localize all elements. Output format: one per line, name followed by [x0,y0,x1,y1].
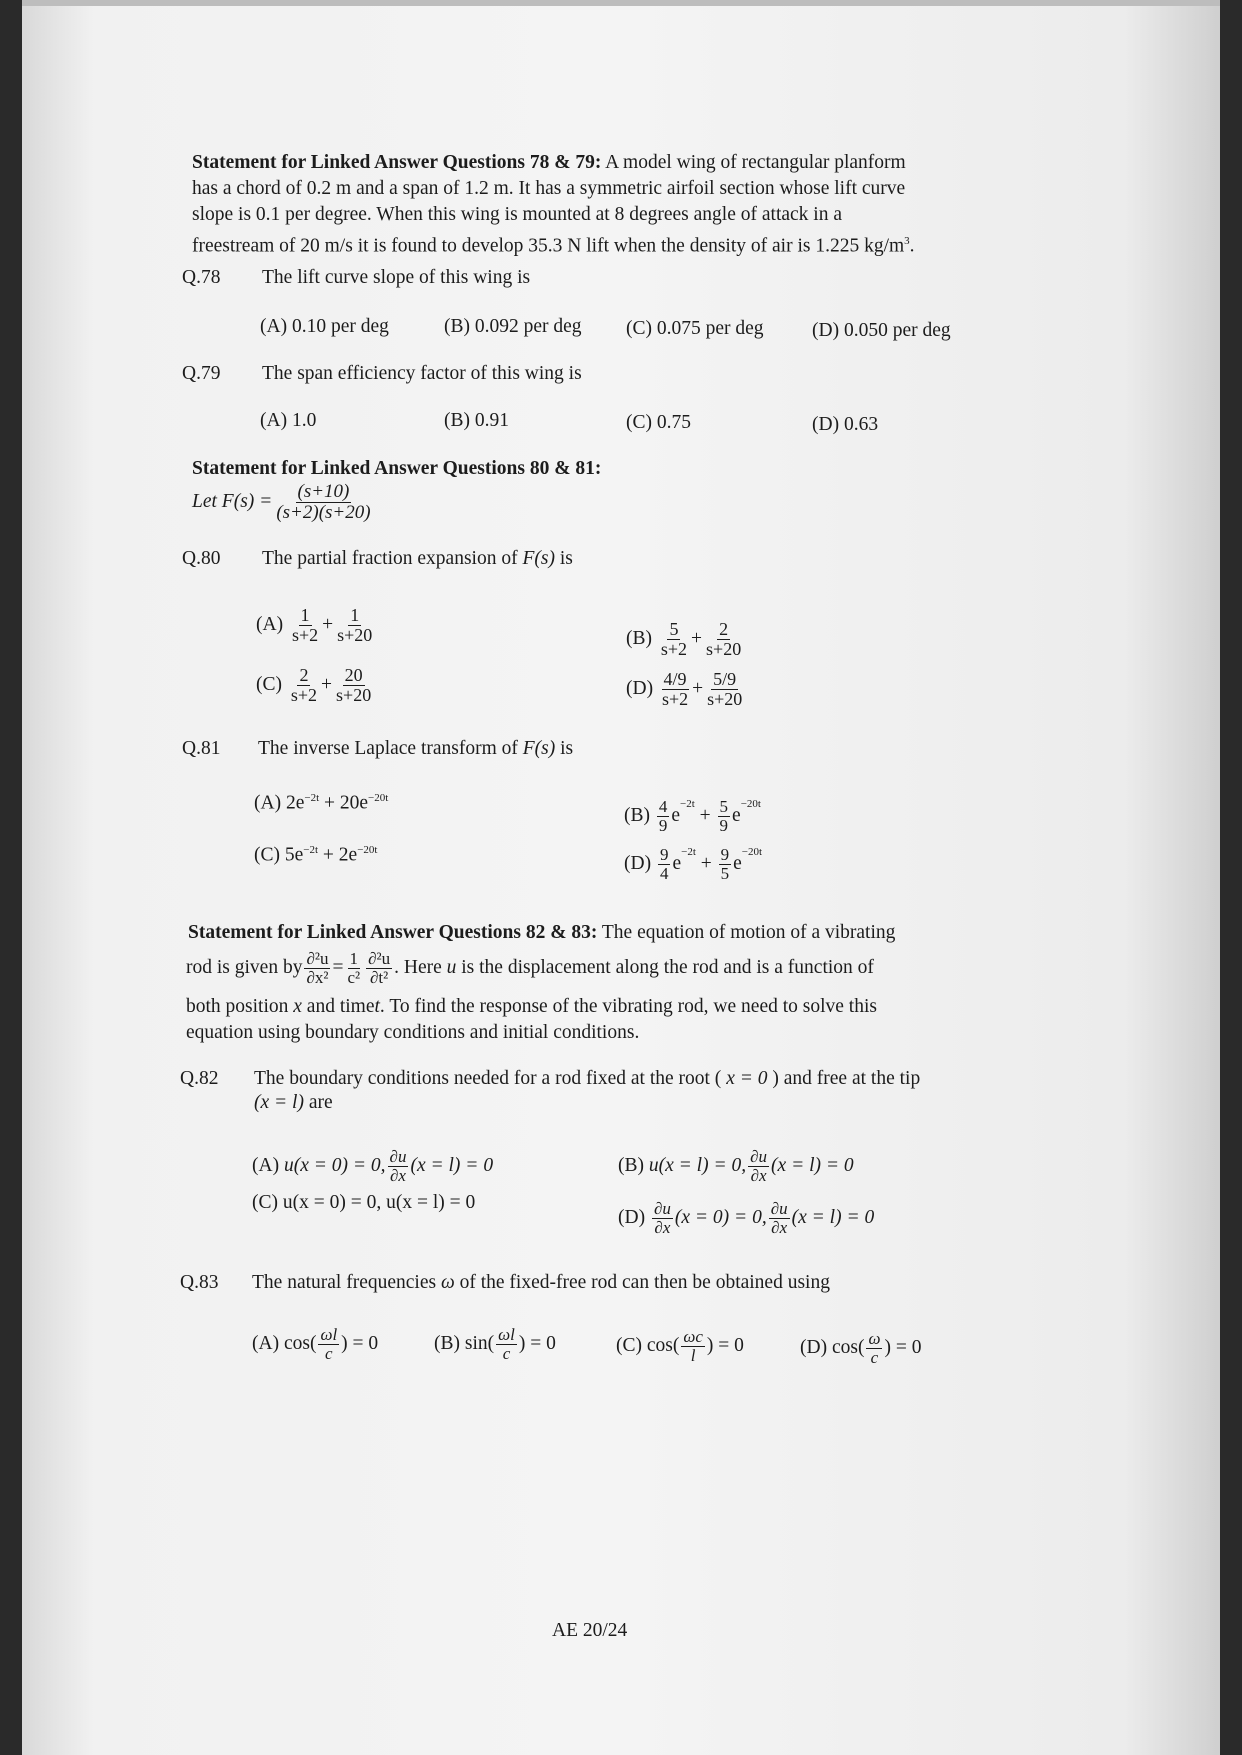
option-a: (A) u(x = 0) = 0, $\frac{\partial u}{\partial x}$ (x = l) = 0 [252,1147,494,1185]
statement-78-79: Statement for Linked Answer Questions 78 & 79: A model wing of rectangular planform has a chord of 0.2 m and a span of 1.2 m. It has a symmetric airfoil section whose lift curve slope is 0.1 per degree. When this wing is mounted at 8 degrees angle of attack in a freestream of 20 m/s it is found to develop 35.3 N lift when the density of air is 1.225 $kg/m^3$. [192,152,915,257]
option-d: (D) cos( $\frac{\omega}{c}$ ) = 0 [800,1329,922,1367]
question-number: Q.81 [182,738,221,759]
page-edge [22,0,1220,6]
option-a: (A) $2e^{-2t} + 20e^{-20t}$ [254,792,389,814]
option-c: (C) $\frac{2}{s+2}$ + $\frac{20}{s+20}$ [256,665,372,705]
option-d: (D) 0.63 [812,414,879,435]
question-number: Q.82 [180,1068,219,1089]
option-b: (B) $\frac{4}{9}$ e $^{-2t}$ + $\frac{5}{9}$ e $^{-20t}$ [624,797,761,835]
page-footer: AE 20/24 [552,1620,628,1641]
exam-page [22,0,1220,1755]
question-number: Q.78 [182,267,221,288]
option-b: (B) u(x = l) = 0, $\frac{\partial u}{\partial x}$ (x = l) = 0 [618,1147,854,1185]
question-number: Q.80 [182,548,221,569]
transfer-fraction: $\frac{(s+10)}{(s+2)(s+20)}$ [276,481,371,523]
option-b: (B) sin( $\frac{\omega l}{c}$ ) = 0 [434,1325,556,1363]
question-text: The boundary conditions needed for a rod fixed at the root ( x = 0 ) and free at the tip [254,1068,921,1089]
question-text: (x = l) are [254,1092,333,1113]
question-number: Q.79 [182,363,221,384]
question-text: The partial fraction expansion of F(s) is [262,548,573,569]
option-a: (A) $\frac{1}{s+2}$ + $\frac{1}{s+20}$ [256,605,373,645]
statement-label: Statement for Linked Answer Questions 78 & 79: [192,152,602,173]
question-text: The lift curve slope of this wing is [262,267,531,288]
option-a: (A) 1.0 [260,410,317,431]
laplace-function: Let F(s) = $\frac{(s+10)}{(s+2)(s+20)}$ [192,481,371,523]
option-a: (A) 0.10 per deg [260,316,389,337]
option-d: (D) $\frac{\partial u}{\partial x}$ (x = 0) = 0, $\frac{\partial u}{\partial x}$ (x = l) = 0 [618,1199,875,1237]
option-d: (D) $\frac{9}{4}$ e $^{-2t}$ + $\frac{9}{5}$ e $^{-20t}$ [624,845,763,883]
question-text: The inverse Laplace transform of F(s) is [258,738,574,759]
option-c: (C) 0.75 [626,412,691,433]
option-c: (C) cos( $\frac{\omega c}{l}$ ) = 0 [616,1327,744,1365]
option-c: (C) u(x = 0) = 0, u(x = l) = 0 [252,1192,476,1213]
question-text: The natural frequencies ω of the fixed-free rod can then be obtained using [252,1272,830,1293]
question-text: The span efficiency factor of this wing is [262,363,582,384]
statement-line: both position x and timet. To find the response of the vibrating rod, we need to solve this [186,996,877,1017]
option-b: (B) $\frac{5}{s+2}$ + $\frac{2}{s+20}$ [626,619,742,659]
option-b: (B) 0.91 [444,410,509,431]
question-number: Q.83 [180,1272,219,1293]
option-a: (A) cos( $\frac{\omega l}{c}$ ) = 0 [252,1325,379,1363]
option-c: (C) 0.075 per deg [626,318,764,339]
statement-82-83: Statement for Linked Answer Questions 82 & 83: The equation of motion of a vibrating [188,922,896,943]
option-b: (B) 0.092 per deg [444,316,582,337]
option-d: (D) 0.050 per deg [812,320,951,341]
option-c: (C) $5e^{-2t} + 2e^{-20t}$ [254,844,378,866]
statement-80-81: Statement for Linked Answer Questions 80 & 81: [192,458,602,479]
statement-line: equation using boundary conditions and initial conditions. [186,1022,640,1043]
wave-equation-line: rod is given by $\frac{\text{∂²u}}{\text{∂x²}}$ = $\frac{1}{\text{c²}}$ $\frac{\text{∂²u}}{\text{∂t²}}$ . Here u is the displacement along the rod and is a function of [186,949,874,987]
option-d: (D) $\frac{4/9}{s+2}$ + $\frac{5/9}{s+20}$ [626,669,743,709]
